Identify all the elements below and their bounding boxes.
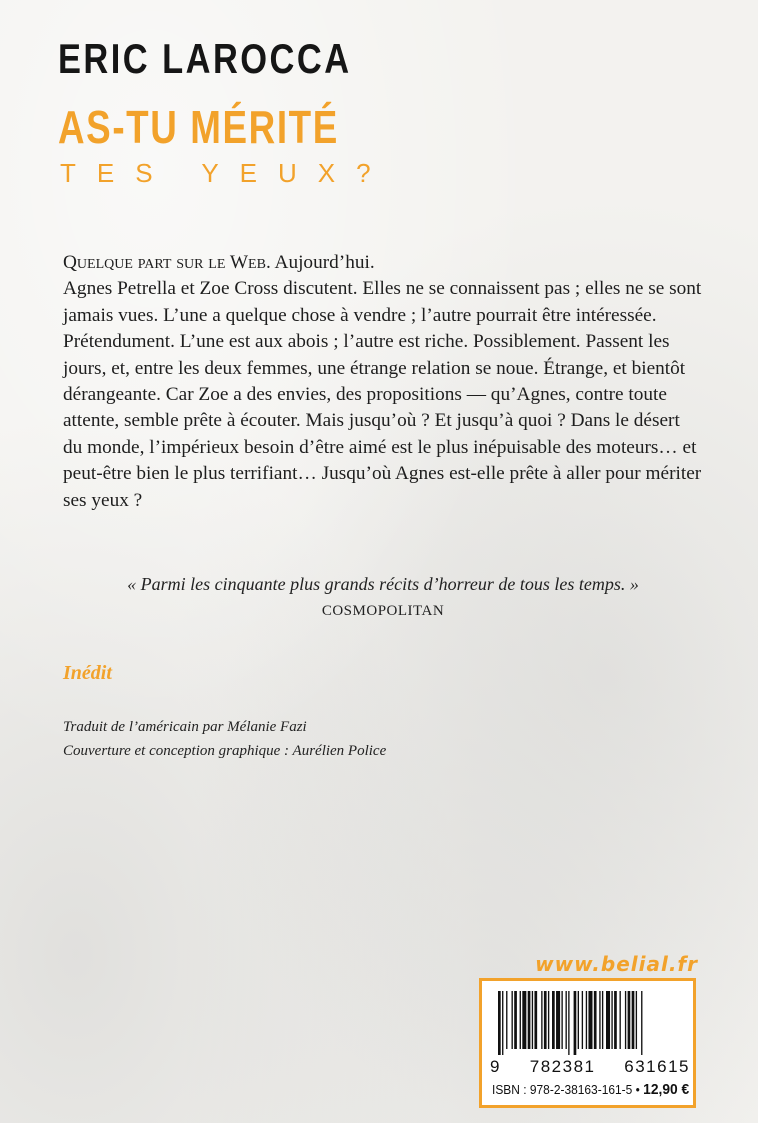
barcode-bar <box>606 991 610 1049</box>
blurb-lead-rest: . Aujourd’hui. <box>265 252 375 273</box>
barcode-bar <box>641 991 642 1055</box>
barcode-bar <box>544 991 547 1049</box>
barcode-box <box>479 978 696 1108</box>
isbn-number: ISBN : 978-2-38163-161-5 <box>492 1082 633 1097</box>
barcode-bar <box>599 991 600 1049</box>
barcode-digits <box>490 1057 690 1077</box>
blurb <box>63 250 703 514</box>
barcode-bar <box>512 991 513 1049</box>
barcode-bar <box>611 991 612 1049</box>
barcode-bar <box>574 991 577 1055</box>
review-source: COSMOPOLITAN <box>321 603 445 619</box>
blurb-first-line <box>63 250 703 276</box>
barcode-bar <box>628 991 631 1049</box>
barcode-bar <box>532 991 533 1049</box>
barcode-bar <box>568 991 569 1055</box>
barcode-bar <box>502 991 503 1055</box>
barcode-bar <box>522 991 526 1049</box>
translation-credit: Traduit de l’américain par Mélanie Fazi <box>63 719 307 735</box>
barcode-bar <box>625 991 626 1049</box>
book-title: AS-TU MÉRITÉ <box>58 101 339 153</box>
barcode-bar <box>620 991 621 1049</box>
barcode-bar <box>582 991 583 1049</box>
barcode-bar <box>498 991 501 1055</box>
blurb-lead: Quelque part sur le Web <box>63 252 266 273</box>
barcode-bars <box>492 991 689 1055</box>
barcode-bar <box>514 991 517 1049</box>
barcode-bar <box>506 991 507 1049</box>
design-credit: Couverture et conception graphique : Aurélien Police <box>63 743 387 759</box>
inedit-badge: Inédit <box>63 662 112 684</box>
barcode-bar <box>528 991 531 1049</box>
barcode-bar <box>586 991 587 1049</box>
author-name: ERIC LAROCCA <box>58 35 352 82</box>
barcode-bar <box>566 991 567 1049</box>
barcode-bar <box>556 991 560 1049</box>
barcode-digits-left: 782381 <box>529 1057 596 1076</box>
barcode-bar <box>541 991 542 1049</box>
price: 12,90 € <box>643 1081 690 1098</box>
barcode-bar <box>588 991 592 1049</box>
barcode-digit-first: 9 <box>490 1057 501 1076</box>
barcode-bar <box>602 991 603 1049</box>
barcode-bar <box>594 991 597 1049</box>
barcode-bar <box>552 991 555 1049</box>
book-subtitle: TES YEUX? <box>60 158 392 188</box>
barcode-bar <box>632 991 635 1049</box>
barcode-bar <box>534 991 537 1049</box>
blurb-body: Agnes Petrella et Zoe Cross discutent. Elles ne se connaissent pas ; elles ne se sont jamais vues. L’une a quelque chose à vendre ; l’autre pourrait être intéressée. Prétendument. L’une est aux abois ; l’autre est riche. Possiblement. Passent les jours, et, entre les deux femmes, une étrange relation se noue. Étrange, et bientôt dérangeante. Car Zoe a des envies, des propositions — qu’Agnes, contre toute attente, semble prête à écouter. Mais jusqu’où ? Et jusqu’à quoi ? Dans le désert du monde, l’impérieux besoin d’être aimé est le plus inépuisable des moteurs… et peut-être bien le plus terrifiant… Jusqu’où Agnes est-elle prête à aller pour mériter ses yeux ? <box>63 278 702 511</box>
publisher-website[interactable]: www.belial.fr <box>535 952 698 976</box>
isbn-separator: • <box>635 1082 640 1097</box>
barcode-bar <box>520 991 521 1049</box>
barcode-bar <box>614 991 617 1049</box>
isbn-price-line <box>492 1081 690 1098</box>
review-quote: « Parmi les cinquante plus grands récits d’horreur de tous les temps. » <box>127 574 639 594</box>
barcode-bar <box>636 991 637 1049</box>
barcode-bar <box>561 991 562 1049</box>
barcode-bar <box>578 991 579 1049</box>
barcode-bar <box>548 991 549 1049</box>
barcode-digits-right: 631615 <box>624 1057 690 1076</box>
